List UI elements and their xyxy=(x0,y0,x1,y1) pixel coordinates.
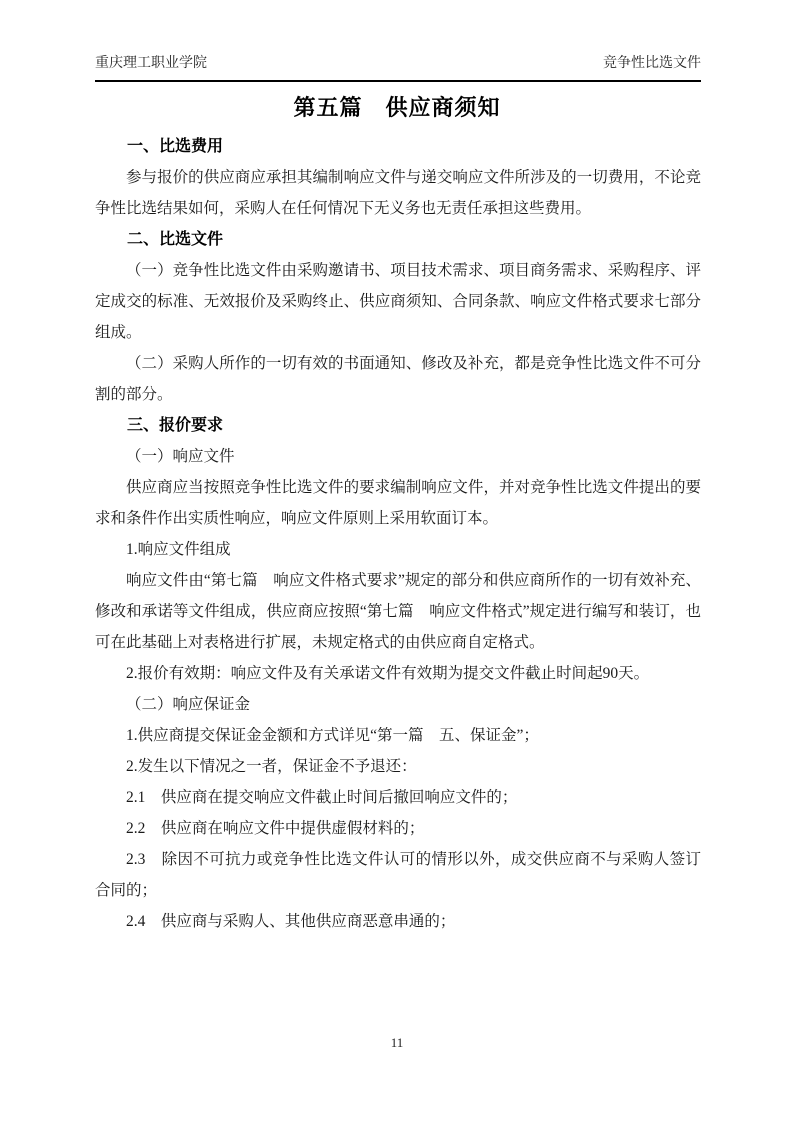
paragraph: （二）响应保证金 xyxy=(126,696,251,713)
header-rule xyxy=(95,80,701,82)
paragraph: 2.发生以下情况之一者，保证金不予退还： xyxy=(126,758,417,775)
page-header xyxy=(95,54,701,74)
header-right-text: 竞争性比选文件 xyxy=(603,56,701,71)
paragraph: 1.响应文件组成 xyxy=(126,541,231,558)
paragraph: 参与报价的供应商应承担其编制响应文件与递交响应文件所涉及的一切费用，不论竞争性比选结果如何，采购人在任何情况下无义务也无责任承担这些费用。 xyxy=(95,169,701,217)
paragraph: 2.3 除因不可抗力或竞争性比选文件认可的情形以外，成交供应商不与采购人签订合同的； xyxy=(95,851,701,899)
section-heading-1: 一、比选费用 xyxy=(127,138,224,155)
section-heading-3: 三、报价要求 xyxy=(127,417,224,434)
paragraph: （一）竞争性比选文件由采购邀请书、项目技术需求、项目商务需求、采购程序、评定成交的标准、无效报价及采购终止、供应商须知、合同条款、响应文件格式要求七部分组成。 xyxy=(95,262,701,341)
paragraph: 响应文件由“第七篇 响应文件格式要求”规定的部分和供应商所作的一切有效补充、修改和承诺等文件组成，供应商应按照“第七篇 响应文件格式”规定进行编写和装订，也可在此基础上对表格进行扩展，未规定格式的由供应商自定格式。 xyxy=(95,572,701,651)
page-number: 11 xyxy=(390,1035,404,1050)
paragraph: 2.报价有效期：响应文件及有关承诺文件有效期为提交文件截止时间起90天。 xyxy=(126,665,650,682)
paragraph: 2.2 供应商在响应文件中提供虚假材料的； xyxy=(126,820,425,837)
paragraph: 1.供应商提交保证金金额和方式详见“第一篇 五、保证金”； xyxy=(126,727,539,744)
paragraph: （二）采购人所作的一切有效的书面通知、修改及补充，都是竞争性比选文件不可分割的部分。 xyxy=(95,355,701,403)
document-body xyxy=(95,131,701,937)
paragraph: （一）响应文件 xyxy=(126,448,235,465)
paragraph: 2.1 供应商在提交响应文件截止时间后撤回响应文件的； xyxy=(126,789,518,806)
paragraph: 供应商应当按照竞争性比选文件的要求编制响应文件，并对竞争性比选文件提出的要求和条件作出实质性响应，响应文件原则上采用软面订本。 xyxy=(95,479,701,527)
page-footer xyxy=(0,1035,794,1051)
document-title: 第五篇 供应商须知 xyxy=(293,95,501,120)
paragraph: 2.4 供应商与采购人、其他供应商恶意串通的； xyxy=(126,913,456,930)
section-heading-2: 二、比选文件 xyxy=(127,231,224,248)
header-left-text: 重庆理工职业学院 xyxy=(95,56,207,71)
